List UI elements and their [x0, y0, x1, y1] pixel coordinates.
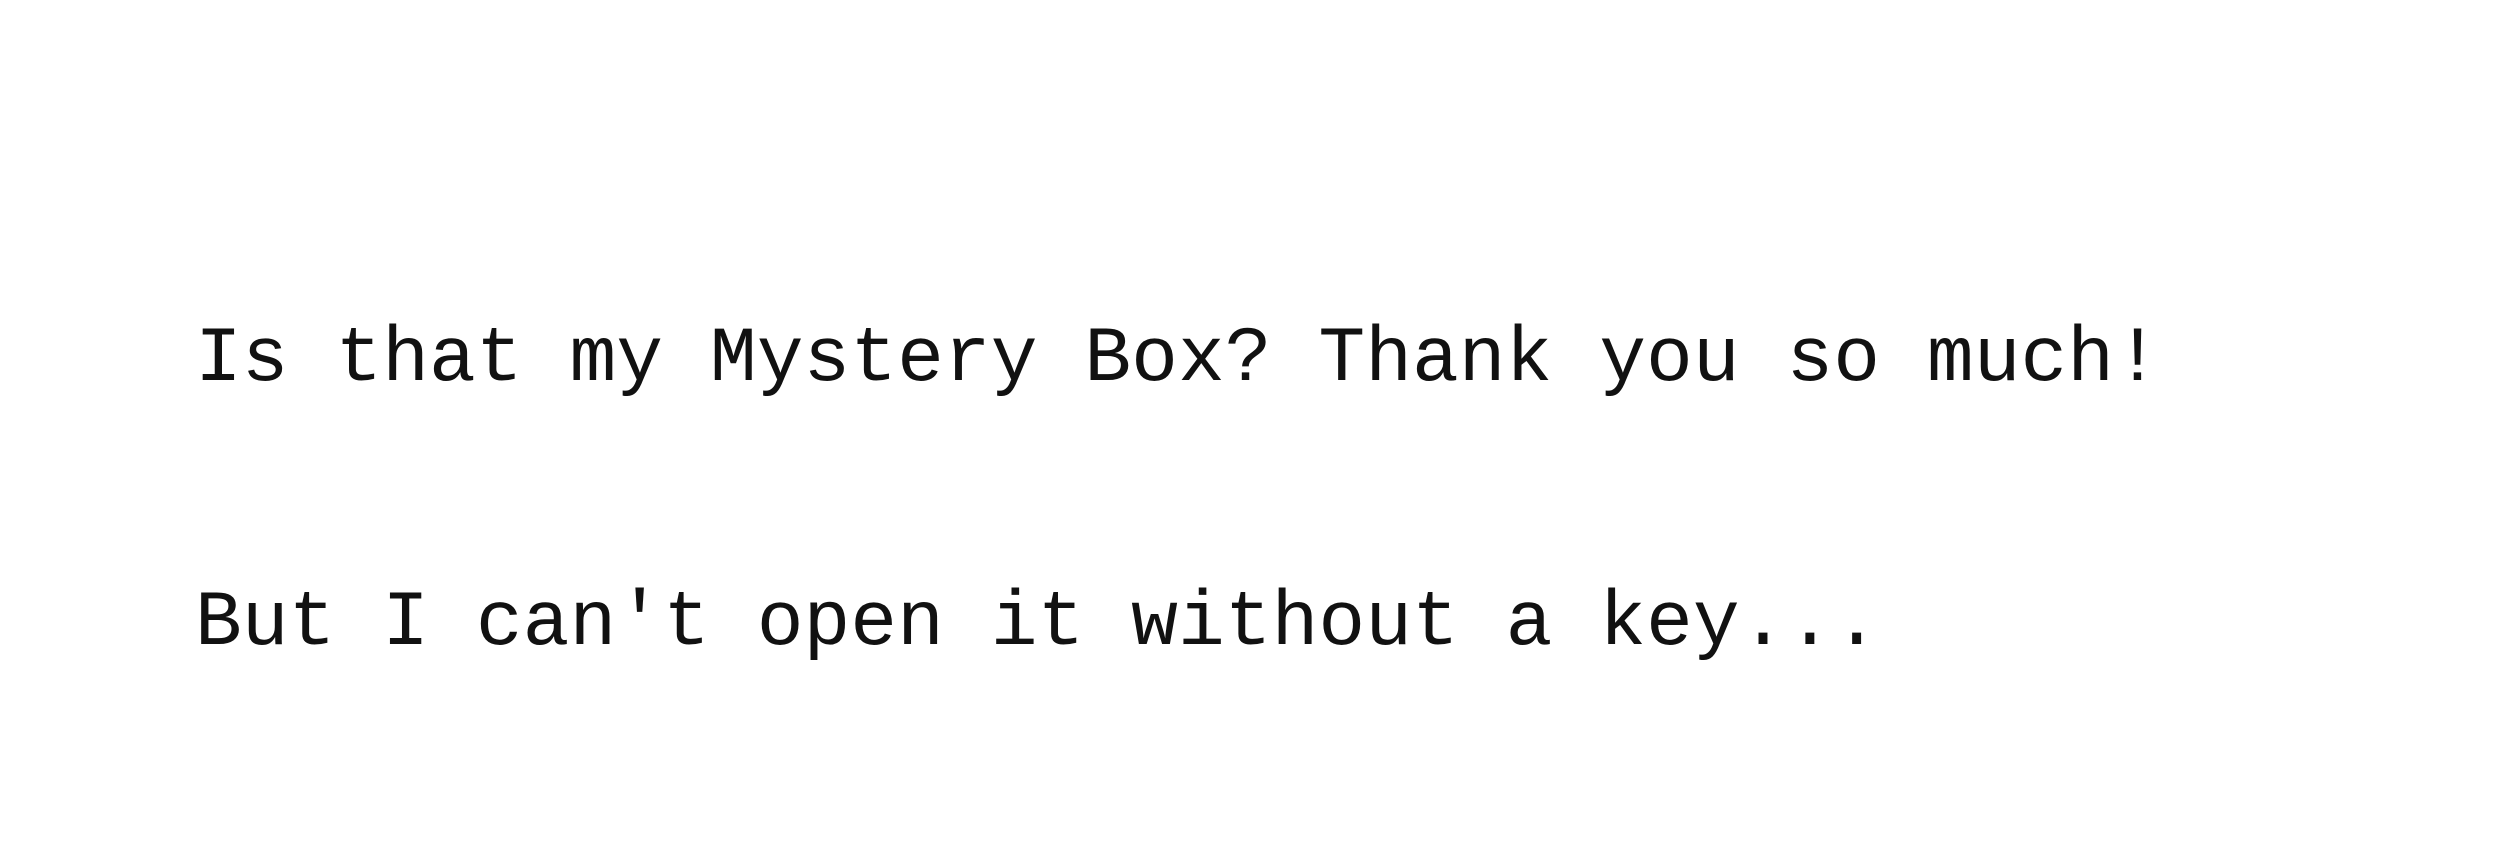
dialogue-line-1: Is that my Mystery Box? Thank you so much! — [195, 316, 2161, 404]
dialogue-line-2: But I can't open it without a key... — [195, 580, 1881, 668]
dialogue-text — [195, 140, 2161, 844]
